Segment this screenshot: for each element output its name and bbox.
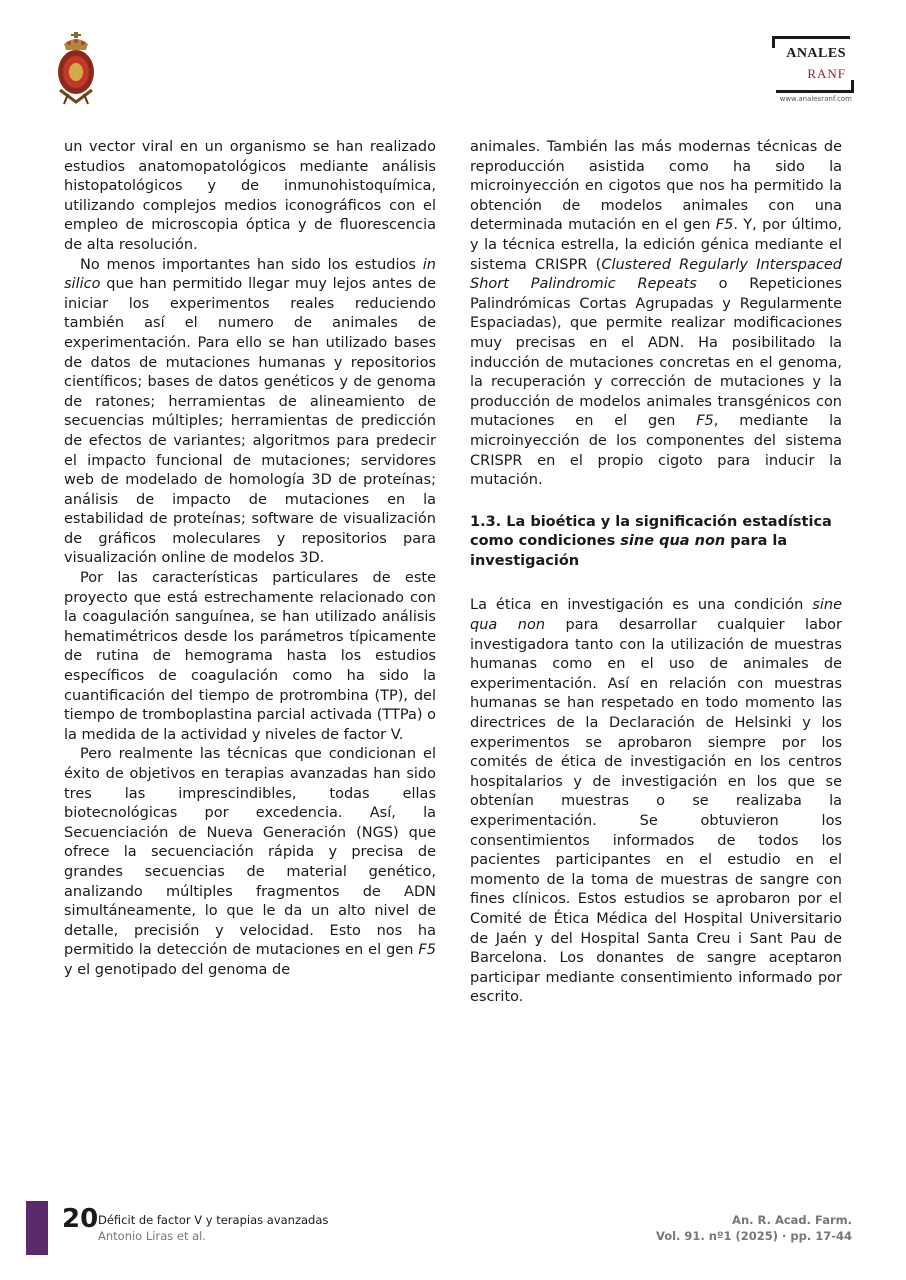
- section-heading: 1.3. La bioética y la significación estadística como condiciones sine qua non para la investigación: [470, 513, 832, 569]
- footer-title: Déficit de factor V y terapias avanzadas: [98, 1213, 329, 1227]
- brand-url: www.analesranf.com: [779, 95, 852, 103]
- paragraph: Pero realmente las técnicas que condicionan el éxito de objetivos en terapias avanzadas han sido tres las imprescindibles, todas ellas biotecnológicas por excedencia. Así, la Secuenciación de Nueva Generación (NGS) que ofrece la secuenciación rápida y precisa de grandes secuencias de material genético, analizando múltiples fragmentos de ADN simultáneamente, lo que le da un alto nivel de detalle, precisión y velocidad. Esto nos ha permitido la detección de mutaciones en el gen F5 y el genotipado del genoma de: [64, 746, 436, 978]
- footer-journal: An. R. Acad. Farm.: [732, 1213, 852, 1227]
- page-number: 20: [62, 1204, 99, 1234]
- right-column: [470, 138, 842, 1008]
- academy-crest-icon: [54, 30, 98, 106]
- brand-subtitle: RANF: [807, 66, 846, 81]
- footer-authors: Antonio Liras et al.: [98, 1229, 207, 1243]
- paragraph: La ética en investigación es una condición sine qua non para desarrollar cualquier labor investigadora tanto con la utilización de muestras humanas como en el uso de animales de experimentación. Así en relación con muestras humanas se han respetado en todo momento las directrices de la Declaración de Helsinki y los experimentos se aprobaron siempre por los comités de ética de investigación en los centros hospitalarios y de investigación en los que se obtenían muestras o se realizaba la experimentación. Se obtuvieron los consentimientos informados de todos los pacientes participantes en el estudio en el momento de la toma de muestras de sangre con fines clínicos. Estos estudios se aprobaron por el Comité de Ética Médica del Hospital Universitario de Jaén y del Hospital Santa Creu i Sant Pau de Barcelona. Los donantes de sangre aceptaron participar mediante consentimiento informado por escrito.: [470, 597, 842, 1006]
- paragraph: Por las características particulares de este proyecto que está estrechamente relacionado con la coagulación sanguínea, se han utilizado análisis hematimétricos desde los parámetros típicamente de rutina de hemograma hasta los estudios específicos de coagulación como ha sido la cuantificación del tiempo de protrombina (TP), del tiempo de tromboplastina parcial activada (TTPa) o la medida de la actividad y niveles de factor V.: [64, 570, 436, 743]
- paragraph: No menos importantes han sido los estudios in silico que han permitido llegar muy lejos antes de iniciar los experimentos reales reduciendo también así el numero de animales de experimentación. Para ello se han utilizado bases de datos de mutaciones humanas y repositorios científicos; bases de datos genéticos y de genoma de ratones; herramientas de alineamiento de secuencias múltiples; herramientas de predicción de efectos de variantes; algoritmos para predecir el impacto funcional de mutaciones; servidores web de modelado de homología 3D de proteínas; análisis de impacto de mutaciones en la estabilidad de proteínas; software de visualización de gráficos moleculares y repositorios para visualización online de modelos 3D.: [64, 256, 436, 567]
- journal-brand-logo: [772, 36, 854, 106]
- paragraph: animales. También las más modernas técnicas de reproducción asistida como ha sido la microinyección en cigotos que nos ha permitido la obtención de modelos animales con una determinada mutación en el gen F5. Y, por último, y la técnica estrella, la edición génica mediante el sistema CRISPR (Clustered Regularly Interspaced Short Palindromic Repeats o Repeticiones Palindrómicas Cortas Agrupadas y Regularmente Espaciadas), que permite realizar modificaciones muy precisas en el ADN. Ha posibilitado la inducción de mutaciones concretas en el genoma, la recuperación y corrección de mutaciones y la producción de modelos animales transgénicos con mutaciones en el gen F5, mediante la microinyección de los componentes del sistema CRISPR en el propio cigoto para inducir la mutación.: [470, 139, 843, 489]
- paragraph: un vector viral en un organismo se han realizado estudios anatomopatológicos mediante análisis histopatológicos y de inmunohistoquímica, utilizando complejos medios iconográficos con el empleo de microscopia óptica y de fluorescencia de alta resolución.: [64, 139, 436, 253]
- footer-volume: Vol. 91. nº1 (2025) · pp. 17-44: [655, 1229, 852, 1243]
- footer-accent-bar: [26, 1201, 48, 1255]
- left-column: [64, 138, 436, 981]
- brand-title: ANALES: [786, 46, 846, 61]
